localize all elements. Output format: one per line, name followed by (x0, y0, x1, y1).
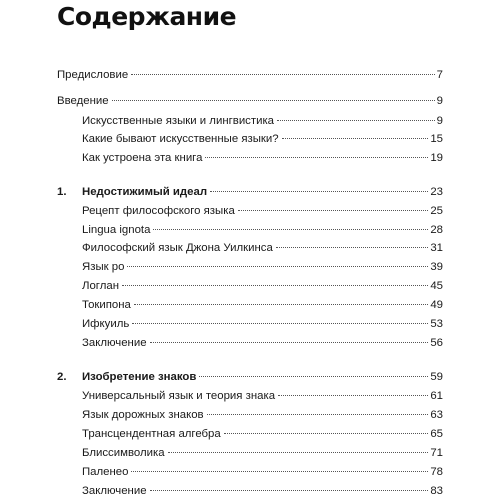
toc-subentry[interactable] (0, 426, 500, 442)
toc-entry-label: Философский язык Джона Уилкинса (82, 242, 273, 254)
toc-entry-page: 39 (430, 261, 443, 273)
toc-entry-label: Токипона (82, 299, 131, 311)
toc-subentry[interactable] (0, 131, 500, 147)
toc-subentry[interactable] (0, 464, 500, 480)
toc-entry-label: Предисловие (57, 69, 129, 81)
dot-leader (238, 210, 429, 211)
toc-entry-page: 25 (430, 205, 443, 217)
toc-entry-label: Язык дорожных знаков (82, 409, 204, 421)
dot-leader (131, 74, 434, 75)
dot-leader (131, 471, 428, 472)
toc-entry-page: 49 (430, 299, 443, 311)
toc-subentry[interactable] (0, 407, 500, 423)
toc-entry-page: 28 (430, 224, 443, 236)
toc-entry-label: Рецепт философского языка (82, 205, 235, 217)
toc-entry-label: Заключение (82, 485, 147, 497)
toc-entry-page: 65 (430, 428, 443, 440)
toc-entry-page: 78 (430, 466, 443, 478)
dot-leader (224, 433, 429, 434)
dot-leader (134, 304, 428, 305)
toc-entry-label: Паленео (82, 466, 129, 478)
dot-leader (150, 342, 429, 343)
dot-leader (278, 395, 428, 396)
toc-entry-page: 9 (436, 95, 443, 107)
toc-entry-page: 53 (430, 318, 443, 330)
toc-entry-label: Какие бывают искусственные языки? (82, 133, 279, 145)
dot-leader (132, 323, 428, 324)
dot-leader (122, 285, 428, 286)
dot-leader (150, 490, 429, 491)
toc-entry-page: 15 (430, 133, 443, 145)
dot-leader (153, 229, 428, 230)
toc-subentry[interactable] (0, 113, 500, 129)
chapter-number: 2. (57, 371, 67, 383)
toc-entry-label: Трансцендентная алгебра (82, 428, 221, 440)
toc-entry-label: Lingua ignota (82, 224, 151, 236)
toc-entry-label: Заключение (82, 337, 147, 349)
toc-entry-introduction[interactable] (0, 93, 500, 109)
toc-entry-label: Блиссимволика (82, 447, 165, 459)
toc-entry-page: 56 (430, 337, 443, 349)
toc-entry-page: 31 (430, 242, 443, 254)
toc-entry-page: 71 (430, 447, 443, 459)
toc-entry-label: Изобретение знаков (82, 371, 197, 383)
dot-leader (127, 266, 428, 267)
dot-leader (168, 452, 429, 453)
toc-entry-label: Логлан (82, 280, 119, 292)
toc-subentry[interactable] (0, 483, 500, 499)
dot-leader (207, 414, 429, 415)
toc-subentry[interactable] (0, 222, 500, 238)
toc-entry-label: Введение (57, 95, 109, 107)
toc-subentry[interactable] (0, 203, 500, 219)
chapter-number: 1. (57, 186, 67, 198)
toc-entry-label: Как устроена эта книга (82, 152, 203, 164)
toc-entry-page: 45 (430, 280, 443, 292)
toc-entry-label: Язык ро (82, 261, 125, 273)
toc-subentry[interactable] (0, 150, 500, 166)
toc-entry-page: 23 (430, 186, 443, 198)
toc-subentry[interactable] (0, 316, 500, 332)
toc-entry-page: 63 (430, 409, 443, 421)
toc-entry-label: Универсальный язык и теория знака (82, 390, 276, 402)
toc-chapter-1[interactable] (0, 184, 500, 200)
toc-entry-page: 7 (436, 69, 443, 81)
toc-chapter-2[interactable] (0, 369, 500, 385)
toc-entry-page: 19 (430, 152, 443, 164)
toc-entry-preface[interactable] (0, 67, 500, 83)
toc-entry-page: 9 (436, 115, 443, 127)
toc-entry-label: Недостижимый идеал (82, 186, 208, 198)
dot-leader (210, 191, 428, 192)
toc-subentry[interactable] (0, 240, 500, 256)
toc-entry-page: 59 (430, 371, 443, 383)
toc-entry-page: 61 (430, 390, 443, 402)
toc-subentry[interactable] (0, 278, 500, 294)
toc-entry-label: Искусственные языки и лингвистика (82, 115, 275, 127)
toc-entry-label: Ифкуиль (82, 318, 130, 330)
toc-subentry[interactable] (0, 259, 500, 275)
dot-leader (276, 247, 429, 248)
toc-subentry[interactable] (0, 445, 500, 461)
dot-leader (112, 100, 435, 101)
toc-subentry[interactable] (0, 335, 500, 351)
toc-subentry[interactable] (0, 388, 500, 404)
toc-subentry[interactable] (0, 297, 500, 313)
dot-leader (199, 376, 428, 377)
dot-leader (277, 120, 435, 121)
toc-entry-page: 83 (430, 485, 443, 497)
dot-leader (205, 157, 428, 158)
page-title: Содержание (57, 2, 237, 31)
dot-leader (282, 138, 429, 139)
